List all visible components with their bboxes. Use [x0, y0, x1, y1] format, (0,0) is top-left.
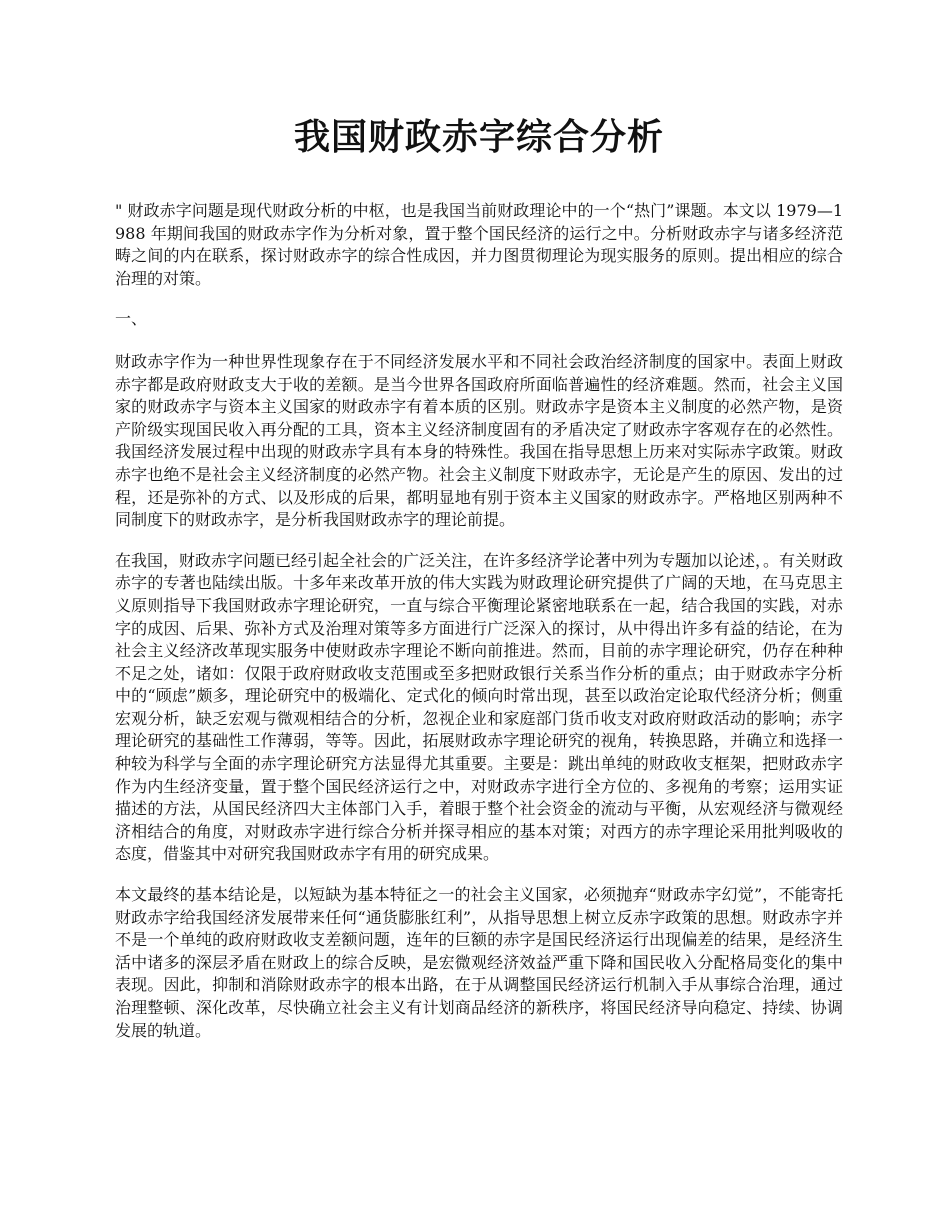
document-title: 我国财政赤字综合分析 — [293, 116, 664, 158]
body-paragraph-3: 本文最终的基本结论是，以短缺为基本特征之一的社会主义国家，必须抛弃“财政赤字幻觉”，不能寄托财政赤字给我国经济发展带来任何“通货膨胀红利”，从指导思想上树立反赤字政策的思想。财政赤字并不是一个单纯的政府财政收支差额问题，连年的巨额的赤字是国民经济运行出现偏差的结果，是经济生活中诸多的深层矛盾在财政上的综合反映，是宏微观经济效益严重下降和国民收入分配格局变化的集中表现。因此，抑制和消除财政赤字的根本出路，在于从调整国民经济运行机制入手从事综合治理，通过治理整顿、深化改革，尽快确立社会主义有计划商品经济的新秩序，将国民经济导向稳定、持续、协调发展的轨道。 — [115, 885, 843, 1040]
abstract-paragraph: " 财政赤字问题是现代财政分析的中枢，也是我国当前财政理论中的一个“热门”课题。本文以 1979—1988 年期间我国的财政赤字作为分析对象，置于整个国民经济的运行之中。分析财政赤字与诸多经济范畴之间的内在联系，探讨财政赤字的综合性成因，并力图贯彻理论为现实服务的原则。提出相应的综合治理的对策。 — [115, 201, 843, 288]
section-heading: 一、 — [115, 309, 148, 329]
body-paragraph-2: 在我国，财政赤字问题已经引起全社会的广泛关注，在许多经济学论著中列为专题加以论述，。有关财政赤字的专著也陆续出版。十多年来改革开放的伟大实践为财政理论研究提供了广阔的天地，在马克思主义原则指导下我国财政赤字理论研究，一直与综合平衡理论紧密地联系在一起，结合我国的实践，对赤字的成因、后果、弥补方式及治理对策等多方面进行广泛深入的探讨，从中得出许多有益的结论，在为社会主义经济改革现实服务中使财政赤字理论不断向前推进。然而，目前的赤字理论研究，仍存在种种不足之处，诸如：仅限于政府财政收支范围或至多把财政银行关系当作分析的重点；由于财政赤字分析中的“顾虑”颇多，理论研究中的极端化、定式化的倾向时常出现，甚至以政治定论取代经济分析；侧重宏观分析，缺乏宏观与微观相结合的分析，忽视企业和家庭部门货币收支对政府财政活动的影响；赤字理论研究的基础性工作薄弱，等等。因此，拓展财政赤字理论研究的视角，转换思路，并确立和选择一种较为科学与全面的赤字理论研究方法显得尤其重要。主要是：跳出单纯的财政收支框架，把财政赤字作为内生经济变量，置于整个国民经济运行之中，对财政赤字进行全方位的、多视角的考察；运用实证描述的方法，从国民经济四大主体部门入手，着眼于整个社会资金的流动与平衡，从宏观经济与微观经济相结合的角度，对财政赤字进行综合分析并探寻相应的基本对策；对西方的赤字理论采用批判吸收的态度，借鉴其中对研究我国财政赤字有用的研究成果。 — [115, 550, 844, 864]
document-page — [115, 112, 843, 1060]
body-paragraph-1: 财政赤字作为一种世界性现象存在于不同经济发展水平和不同社会政治经济制度的国家中。表面上财政赤字都是政府财政支大于收的差额。是当今世界各国政府所面临普遍性的经济难题。然而，社会主义国家的财政赤字与资本主义国家的财政赤字有着本质的区别。财政赤字是资本主义制度的必然产物，是资产阶级实现国民收入再分配的工具，资本主义经济制度固有的矛盾决定了财政赤字客观存在的必然性。我国经济发展过程中出现的财政赤字具有本身的特殊性。我国在指导思想上历来对实际赤字政策。财政赤字也绝不是社会主义经济制度的必然产物。社会主义制度下财政赤字，无论是产生的原因、发出的过程，还是弥补的方式、以及形成的后果，都明显地有别于资本主义国家的财政赤字。严格地区别两种不同制度下的财政赤字，是分析我国财政赤字的理论前提。 — [115, 351, 843, 530]
